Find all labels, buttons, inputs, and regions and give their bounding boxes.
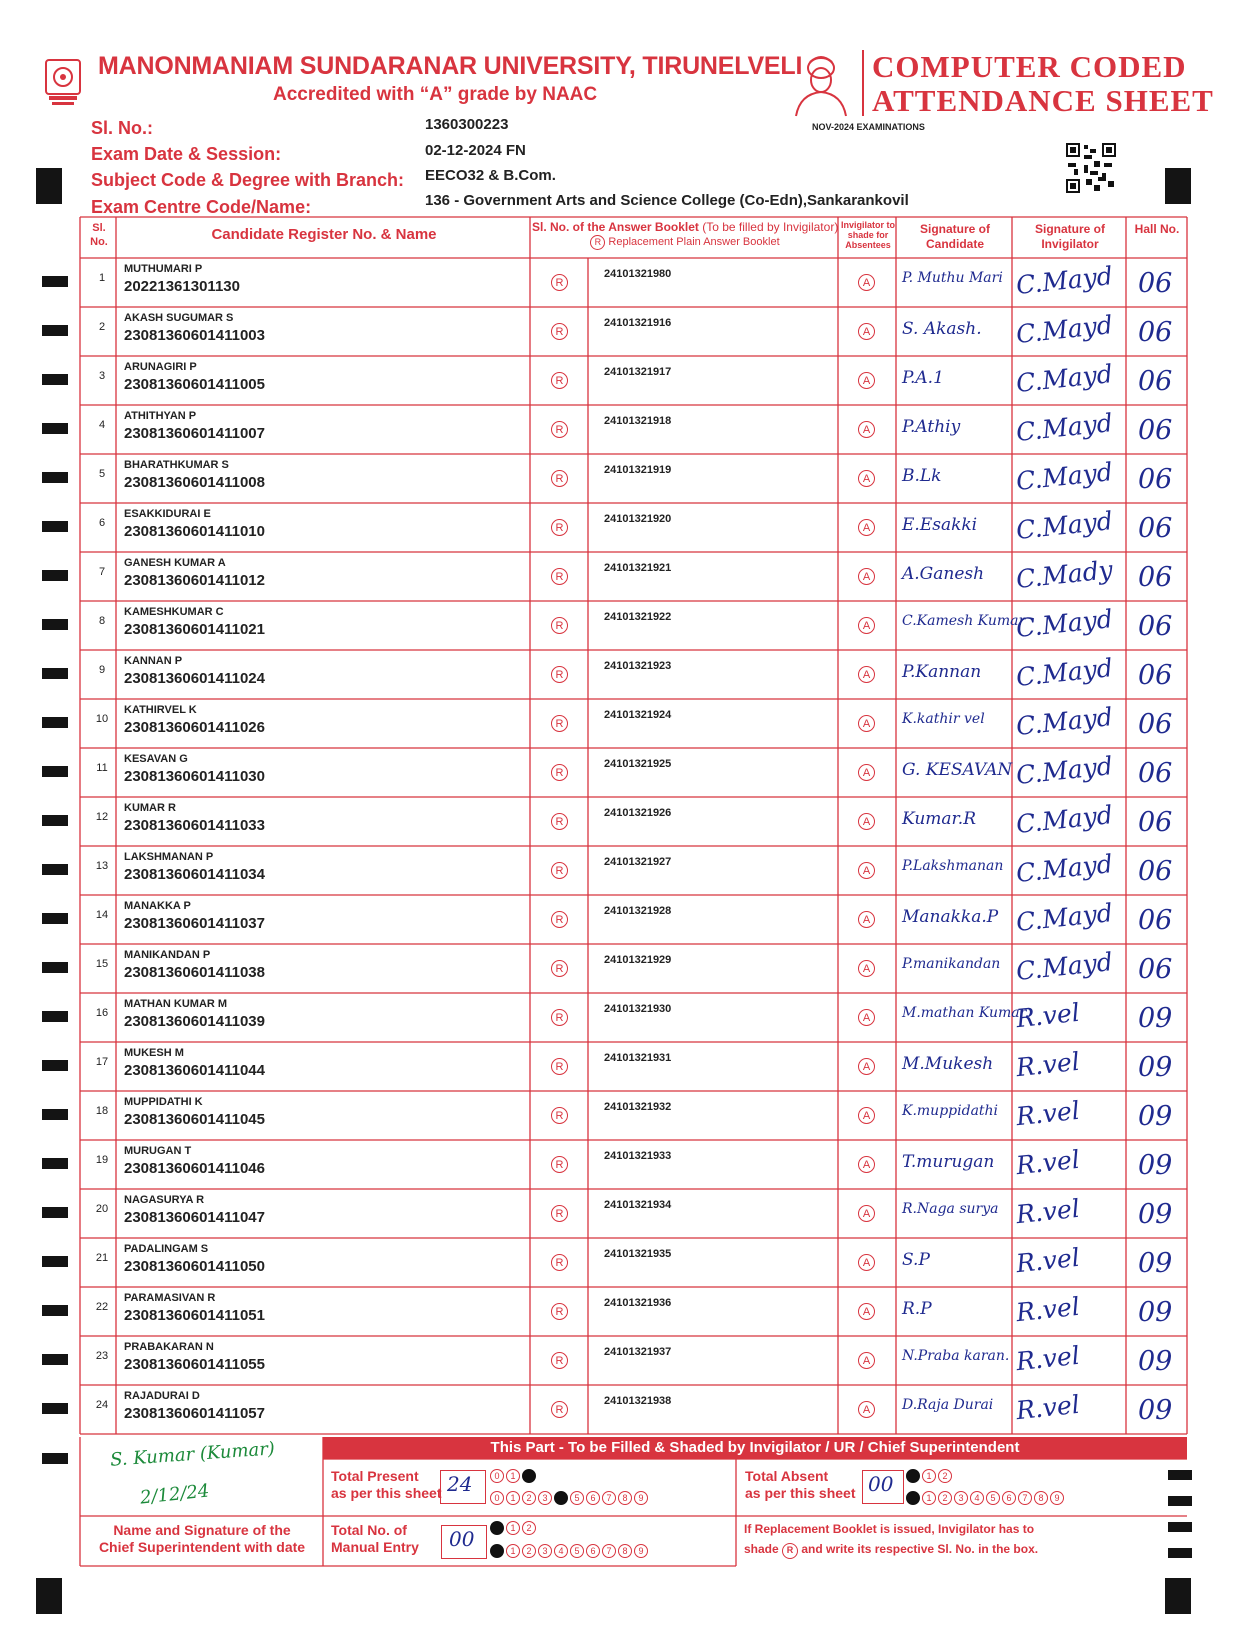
candidate-signature: M.mathan Kumar. [902, 1005, 1030, 1021]
digit-bubble[interactable]: 8 [618, 1544, 632, 1558]
answer-booklet-number: 24101321918 [604, 415, 672, 427]
digit-bubble[interactable]: 6 [586, 1491, 600, 1505]
replacement-bubble[interactable]: R [551, 862, 568, 879]
accreditation: Accredited with “A” grade by NAAC [273, 84, 598, 105]
digit-bubble[interactable]: 7 [602, 1544, 616, 1558]
subject-label: Subject Code & Degree with Branch: [91, 170, 405, 190]
sheet-title-line1: COMPUTER CODED [872, 49, 1187, 84]
digit-bubble[interactable]: 7 [602, 1491, 616, 1505]
candidate-signature: B.Lk [902, 466, 942, 486]
register-number: 23081360601411034 [124, 866, 265, 883]
chief-signature: S. Kumar (Kumar) [109, 1438, 276, 1471]
hall-number: 06 [1138, 660, 1173, 691]
row-sl-no: 21 [95, 1252, 109, 1264]
hall-number: 06 [1138, 268, 1173, 299]
candidate-name: KUMAR R [124, 802, 176, 814]
replacement-note-line1: If Replacement Booklet is issued, Invigilator has to [744, 1522, 1035, 1536]
digit-bubble[interactable]: 4 [554, 1544, 568, 1558]
invigilator-signature: R.vel [1014, 1340, 1082, 1377]
hall-number: 06 [1138, 317, 1173, 348]
invigilator-signature: C.Mayd [1014, 604, 1115, 643]
hall-number: 06 [1138, 905, 1173, 936]
manual-entry-label: Total No. of Manual Entry [331, 1522, 419, 1555]
row-sl-no: 17 [95, 1056, 109, 1068]
hall-number: 06 [1138, 513, 1173, 544]
total-absent-value: 00 [868, 1472, 894, 1496]
register-number: 23081360601411037 [124, 915, 265, 932]
digit-bubble[interactable]: 2 [522, 1521, 536, 1535]
header-candidate: Candidate Register No. & Name [211, 226, 437, 243]
digit-bubble[interactable]: 1 [922, 1469, 936, 1483]
absent-bubble[interactable]: A [858, 1107, 875, 1124]
exam-date-value: 02-12-2024 FN [425, 142, 526, 159]
answer-booklet-number: 24101321923 [604, 660, 672, 672]
replacement-note-symbol: R [782, 1543, 798, 1559]
replacement-bubble[interactable]: R [551, 372, 568, 389]
digit-bubble[interactable]: 5 [570, 1491, 584, 1505]
answer-booklet-number: 24101321916 [604, 317, 672, 329]
candidate-signature: G. KESAVAN [902, 760, 1013, 780]
total-present-tens-bubbles [490, 1467, 538, 1485]
hall-number: 06 [1138, 611, 1173, 642]
absent-bubble[interactable]: A [858, 1009, 875, 1026]
absent-bubble[interactable]: A [858, 960, 875, 977]
absent-bubble[interactable]: A [858, 1205, 875, 1222]
candidate-signature: M.Mukesh [902, 1054, 994, 1074]
candidate-name: BHARATHKUMAR S [124, 459, 229, 471]
header-booklet-replacement: Replacement Plain Answer Booklet [608, 236, 780, 248]
replacement-bubble[interactable]: R [551, 470, 568, 487]
replacement-bubble[interactable]: R [551, 813, 568, 830]
manual-entry-value: 00 [449, 1527, 475, 1551]
digit-bubble[interactable]: 4 [970, 1491, 984, 1505]
digit-bubble[interactable]: 2 [938, 1469, 952, 1483]
hall-number: 06 [1138, 807, 1173, 838]
candidate-signature: R.Naga surya [902, 1201, 999, 1217]
digit-bubble[interactable]: 2 [522, 1491, 536, 1505]
digit-bubble[interactable]: 3 [954, 1491, 968, 1505]
hall-number: 09 [1138, 1150, 1173, 1181]
digit-bubble[interactable]: 9 [1050, 1491, 1064, 1505]
digit-bubble[interactable]: 0 [490, 1491, 504, 1505]
header-sl-no-text: Sl. No. [90, 222, 108, 248]
register-number: 23081360601411021 [124, 621, 265, 638]
hall-number: 09 [1138, 1297, 1173, 1328]
hall-number: 06 [1138, 366, 1173, 397]
row-sl-no: 6 [98, 517, 106, 529]
candidate-name: KATHIRVEL K [124, 704, 197, 716]
candidate-signature: R.P [902, 1299, 932, 1319]
candidate-signature: A.Ganesh [902, 564, 985, 584]
register-number: 23081360601411055 [124, 1356, 265, 1373]
replacement-bubble[interactable]: R [551, 1205, 568, 1222]
absent-bubble[interactable]: A [858, 862, 875, 879]
digit-bubble[interactable]: 7 [1018, 1491, 1032, 1505]
replacement-bubble[interactable]: R [551, 960, 568, 977]
replacement-bubble[interactable]: R [551, 1107, 568, 1124]
candidate-signature: P.A.1 [902, 368, 944, 388]
replacement-bubble[interactable]: R [551, 1058, 568, 1075]
candidate-name: NAGASURYA R [124, 1194, 205, 1206]
absent-bubble[interactable]: A [858, 764, 875, 781]
manual-entry-tens-bubbles [490, 1519, 538, 1537]
register-number: 23081360601411007 [124, 425, 265, 442]
answer-booklet-number: 24101321932 [604, 1101, 672, 1113]
digit-bubble[interactable] [490, 1544, 504, 1558]
invigilator-signature: C.Mayd [1014, 359, 1115, 398]
hall-number: 09 [1138, 1248, 1173, 1279]
candidate-name: PADALINGAM S [124, 1243, 209, 1255]
replacement-bubble[interactable]: R [551, 568, 568, 585]
absent-bubble[interactable]: A [858, 1401, 875, 1418]
exam-label: NOV-2024 EXAMINATIONS [812, 122, 925, 132]
absent-bubble[interactable]: A [858, 715, 875, 732]
replacement-bubble[interactable]: R [551, 1401, 568, 1418]
digit-bubble[interactable]: 6 [1002, 1491, 1016, 1505]
candidate-signature: K.kathir vel [902, 711, 985, 727]
row-sl-no: 4 [98, 419, 106, 431]
absent-bubble[interactable]: A [858, 1156, 875, 1173]
row-sl-no: 15 [95, 958, 109, 970]
total-present-value: 24 [447, 1472, 473, 1496]
candidate-signature: N.Praba karan. [902, 1348, 1010, 1364]
answer-booklet-number: 24101321929 [604, 954, 672, 966]
hall-number: 06 [1138, 954, 1173, 985]
row-sl-no: 24 [95, 1399, 109, 1411]
digit-bubble[interactable]: 8 [1034, 1491, 1048, 1505]
invigilator-signature: C.Mayd [1014, 702, 1115, 741]
invigilator-signature: C.Mady [1014, 555, 1115, 594]
register-number: 23081360601411005 [124, 376, 265, 393]
absent-bubble[interactable]: A [858, 274, 875, 291]
invigilator-signature: C.Mayd [1014, 506, 1115, 545]
invigilator-signature: C.Mayd [1014, 751, 1115, 790]
replacement-symbol: R [590, 235, 605, 250]
total-absent-units-bubbles [906, 1489, 1066, 1507]
row-sl-no: 10 [95, 713, 109, 725]
hall-number: 06 [1138, 464, 1173, 495]
invigilator-signature: R.vel [1014, 1095, 1082, 1132]
invigilator-signature: C.Mayd [1014, 408, 1115, 447]
invigilator-signature: C.Mayd [1014, 310, 1115, 349]
absent-bubble[interactable]: A [858, 666, 875, 683]
replacement-bubble[interactable]: R [551, 274, 568, 291]
digit-bubble[interactable] [906, 1491, 920, 1505]
absent-bubble[interactable]: A [858, 617, 875, 634]
candidate-signature: C.Kamesh Kumar [902, 613, 1026, 629]
hall-number: 09 [1138, 1101, 1173, 1132]
candidate-signature: P.manikandan [902, 956, 1001, 972]
answer-booklet-number: 24101321933 [604, 1150, 672, 1162]
candidate-signature: P.Lakshmanan [902, 858, 1004, 874]
digit-bubble[interactable]: 8 [618, 1491, 632, 1505]
answer-booklet-number: 24101321921 [604, 562, 672, 574]
replacement-bubble[interactable]: R [551, 323, 568, 340]
candidate-name: PARAMASIVAN R [124, 1292, 216, 1304]
row-sl-no: 3 [98, 370, 106, 382]
register-number: 23081360601411008 [124, 474, 265, 491]
candidate-signature: P. Muthu Mari [902, 270, 1003, 286]
digit-bubble[interactable]: 5 [986, 1491, 1000, 1505]
absent-bubble[interactable]: A [858, 1303, 875, 1320]
centre-value: 136 - Government Arts and Science College (Co-Edn),Sankarankovil [425, 192, 909, 209]
sheet-title-line2: ATTENDANCE SHEET [872, 83, 1214, 118]
candidate-signature: S. Akash. [902, 319, 982, 339]
absent-bubble[interactable]: A [858, 1254, 875, 1271]
header-hall-no: Hall No. [1134, 222, 1180, 236]
replacement-bubble[interactable]: R [551, 666, 568, 683]
register-number: 23081360601411012 [124, 572, 265, 589]
answer-booklet-number: 24101321922 [604, 611, 672, 623]
total-absent-tens-bubbles [906, 1467, 954, 1485]
replacement-bubble[interactable]: R [551, 1254, 568, 1271]
total-present-label: Total Present as per this sheet [331, 1468, 442, 1501]
replacement-note-line2 [744, 1541, 1038, 1559]
header-booklet-main: Sl. No. of the Answer Booklet [532, 220, 699, 234]
answer-booklet-number: 24101321924 [604, 709, 672, 721]
replacement-bubble[interactable]: R [551, 617, 568, 634]
digit-bubble[interactable] [554, 1491, 568, 1505]
digit-bubble[interactable] [522, 1469, 536, 1483]
answer-booklet-number: 24101321926 [604, 807, 672, 819]
hall-number: 09 [1138, 1346, 1173, 1377]
absent-bubble[interactable]: A [858, 813, 875, 830]
header-sig-invigilator: Signature of Invigilator [1034, 222, 1105, 251]
row-sl-no: 7 [98, 566, 106, 578]
invigilator-signature: R.vel [1014, 1144, 1082, 1181]
subject-value: EECO32 & B.Com. [425, 167, 556, 184]
answer-booklet-number: 24101321931 [604, 1052, 672, 1064]
digit-bubble[interactable]: 9 [634, 1544, 648, 1558]
total-absent-label: Total Absent as per this sheet [745, 1468, 856, 1501]
answer-booklet-number: 24101321980 [604, 268, 672, 280]
candidate-name: MUPPIDATHI K [124, 1096, 203, 1108]
candidate-signature: E.Esakki [902, 515, 978, 535]
absent-bubble[interactable]: A [858, 1352, 875, 1369]
row-sl-no: 1 [98, 272, 106, 284]
chief-label: Name and Signature of the Chief Superintendent with date [98, 1522, 306, 1555]
candidate-name: MUKESH M [124, 1047, 184, 1059]
replacement-bubble[interactable]: R [551, 1156, 568, 1173]
register-number: 23081360601411038 [124, 964, 265, 981]
candidate-name: KANNAN P [124, 655, 183, 667]
header-booklet-note: (To be filled by Invigilator) [702, 220, 839, 234]
row-sl-no: 22 [95, 1301, 109, 1313]
digit-bubble[interactable]: 2 [522, 1544, 536, 1558]
hall-number: 09 [1138, 1052, 1173, 1083]
candidate-name: LAKSHMANAN P [124, 851, 214, 863]
row-sl-no: 8 [98, 615, 106, 627]
sl-no-value: 1360300223 [425, 116, 509, 133]
register-number: 23081360601411057 [124, 1405, 265, 1422]
candidate-signature: T.murugan [902, 1152, 995, 1172]
candidate-signature: K.muppidathi [902, 1103, 999, 1119]
sl-no-label: Sl. No.: [91, 118, 153, 138]
candidate-signature: P.Athiy [902, 417, 961, 437]
invigilator-signature: R.vel [1014, 997, 1082, 1034]
absent-bubble[interactable]: A [858, 519, 875, 536]
replacement-note-rest: and write its respective Sl. No. in the box. [801, 1542, 1039, 1556]
register-number: 23081360601411010 [124, 523, 265, 540]
answer-booklet-number: 24101321927 [604, 856, 672, 868]
invigilator-signature: C.Mayd [1014, 898, 1115, 937]
answer-booklet-number: 24101321937 [604, 1346, 672, 1358]
candidate-name: ATHITHYAN P [124, 410, 197, 422]
university-name: MANONMANIAM SUNDARANAR UNIVERSITY, TIRUNELVELI [98, 52, 803, 80]
total-present-units-bubbles [490, 1489, 650, 1507]
hall-number: 09 [1138, 1003, 1173, 1034]
answer-booklet-number: 24101321928 [604, 905, 672, 917]
candidate-name: ARUNAGIRI P [124, 361, 197, 373]
digit-bubble[interactable]: 3 [538, 1491, 552, 1505]
absent-bubble[interactable]: A [858, 1058, 875, 1075]
answer-booklet-number: 24101321919 [604, 464, 672, 476]
centre-label: Exam Centre Code/Name: [91, 197, 312, 217]
manual-entry-units-bubbles [490, 1542, 650, 1560]
invigilator-signature: C.Mayd [1014, 947, 1115, 986]
invigilator-signature: R.vel [1014, 1389, 1082, 1426]
replacement-bubble[interactable]: R [551, 421, 568, 438]
header-sig-candidate: Signature of Candidate [919, 222, 990, 251]
answer-booklet-number: 24101321938 [604, 1395, 672, 1407]
row-sl-no: 20 [95, 1203, 109, 1215]
row-sl-no: 5 [98, 468, 106, 480]
register-number: 23081360601411030 [124, 768, 265, 785]
register-number: 23081360601411024 [124, 670, 265, 687]
digit-bubble[interactable]: 2 [938, 1491, 952, 1505]
invigilator-signature: C.Mayd [1014, 849, 1115, 888]
invigilator-signature: C.Mayd [1014, 800, 1115, 839]
exam-date-label: Exam Date & Session: [91, 144, 282, 164]
digit-bubble[interactable]: 9 [634, 1491, 648, 1505]
digit-bubble[interactable]: 6 [586, 1544, 600, 1558]
row-sl-no: 9 [98, 664, 106, 676]
register-number: 23081360601411044 [124, 1062, 265, 1079]
digit-bubble[interactable]: 1 [506, 1544, 520, 1558]
row-sl-no: 19 [95, 1154, 109, 1166]
hall-number: 09 [1138, 1395, 1173, 1426]
candidate-name: RAJADURAI D [124, 1390, 200, 1402]
candidate-name: MATHAN KUMAR M [124, 998, 228, 1010]
replacement-bubble[interactable]: R [551, 1009, 568, 1026]
answer-booklet-number: 24101321936 [604, 1297, 672, 1309]
digit-bubble[interactable] [906, 1469, 920, 1483]
invigilator-signature: C.Mayd [1014, 457, 1115, 496]
candidate-signature: Manakka.P [902, 907, 999, 927]
register-number: 23081360601411046 [124, 1160, 265, 1177]
invigilator-signature: R.vel [1014, 1046, 1082, 1083]
replacement-note-shade: shade [744, 1542, 779, 1556]
chief-date: 2/12/24 [139, 1480, 211, 1509]
candidate-name: GANESH KUMAR A [124, 557, 226, 569]
row-sl-no: 2 [98, 321, 106, 333]
answer-booklet-number: 24101321934 [604, 1199, 672, 1211]
candidate-name: MANAKKA P [124, 900, 191, 912]
footer-band: This Part - To be Filled & Shaded by Invigilator / UR / Chief Superintendent [323, 1437, 1187, 1459]
answer-booklet-number: 24101321920 [604, 513, 672, 525]
candidate-name: MURUGAN T [124, 1145, 192, 1157]
row-sl-no: 11 [96, 762, 108, 774]
replacement-bubble[interactable]: R [551, 715, 568, 732]
answer-booklet-number: 24101321917 [604, 366, 672, 378]
row-sl-no: 18 [95, 1105, 109, 1117]
candidate-name: AKASH SUGUMAR S [124, 312, 234, 324]
register-number: 23081360601411050 [124, 1258, 265, 1275]
row-sl-no: 16 [95, 1007, 109, 1019]
replacement-bubble[interactable]: R [551, 764, 568, 781]
candidate-name: KAMESHKUMAR C [124, 606, 224, 618]
candidate-signature: D.Raja Durai [902, 1397, 994, 1413]
register-number: 23081360601411033 [124, 817, 265, 834]
digit-bubble[interactable]: 3 [538, 1544, 552, 1558]
candidate-signature: S.P [902, 1250, 930, 1270]
row-sl-no: 23 [95, 1350, 109, 1362]
digit-bubble[interactable]: 1 [922, 1491, 936, 1505]
digit-bubble[interactable]: 5 [570, 1544, 584, 1558]
hall-number: 09 [1138, 1199, 1173, 1230]
candidate-name: MUTHUMARI P [124, 263, 203, 275]
answer-booklet-number: 24101321925 [604, 758, 672, 770]
digit-bubble[interactable]: 1 [506, 1469, 520, 1483]
register-number: 23081360601411003 [124, 327, 265, 344]
register-number: 20221361301130 [124, 278, 240, 295]
invigilator-signature: R.vel [1014, 1291, 1082, 1328]
hall-number: 06 [1138, 758, 1173, 789]
digit-bubble[interactable]: 0 [490, 1469, 504, 1483]
invigilator-signature: C.Mayd [1014, 653, 1115, 692]
replacement-bubble[interactable]: R [551, 1303, 568, 1320]
replacement-bubble[interactable]: R [551, 1352, 568, 1369]
replacement-bubble[interactable]: R [551, 519, 568, 536]
register-number: 23081360601411047 [124, 1209, 265, 1226]
answer-booklet-number: 24101321935 [604, 1248, 672, 1260]
digit-bubble[interactable] [490, 1521, 504, 1535]
hall-number: 06 [1138, 415, 1173, 446]
absent-bubble[interactable]: A [858, 323, 875, 340]
absent-bubble[interactable]: A [858, 911, 875, 928]
candidate-name: MANIKANDAN P [124, 949, 211, 961]
absent-bubble[interactable]: A [858, 372, 875, 389]
row-sl-no: 13 [95, 860, 109, 872]
candidate-signature: Kumar.R [902, 809, 976, 829]
row-sl-no: 14 [95, 909, 109, 921]
digit-bubble[interactable]: 1 [506, 1491, 520, 1505]
hall-number: 06 [1138, 709, 1173, 740]
replacement-bubble[interactable]: R [551, 911, 568, 928]
hall-number: 06 [1138, 856, 1173, 887]
candidate-name: PRABAKARAN N [124, 1341, 214, 1353]
invigilator-signature: R.vel [1014, 1242, 1082, 1279]
answer-booklet-number: 24101321930 [604, 1003, 672, 1015]
absent-bubble[interactable]: A [858, 470, 875, 487]
invigilator-signature: R.vel [1014, 1193, 1082, 1230]
absent-bubble[interactable]: A [858, 568, 875, 585]
register-number: 23081360601411039 [124, 1013, 265, 1030]
absent-bubble[interactable]: A [858, 421, 875, 438]
register-number: 23081360601411045 [124, 1111, 265, 1128]
candidate-signature: P.Kannan [902, 662, 982, 682]
header-absentees: Invigilator to shade for Absentees [841, 220, 895, 250]
row-sl-no: 12 [95, 811, 109, 823]
digit-bubble[interactable]: 1 [506, 1521, 520, 1535]
hall-number: 06 [1138, 562, 1173, 593]
register-number: 23081360601411026 [124, 719, 265, 736]
candidate-name: ESAKKIDURAI E [124, 508, 211, 520]
invigilator-signature: C.Mayd [1014, 261, 1115, 300]
register-number: 23081360601411051 [124, 1307, 265, 1324]
candidate-name: KESAVAN G [124, 753, 188, 765]
